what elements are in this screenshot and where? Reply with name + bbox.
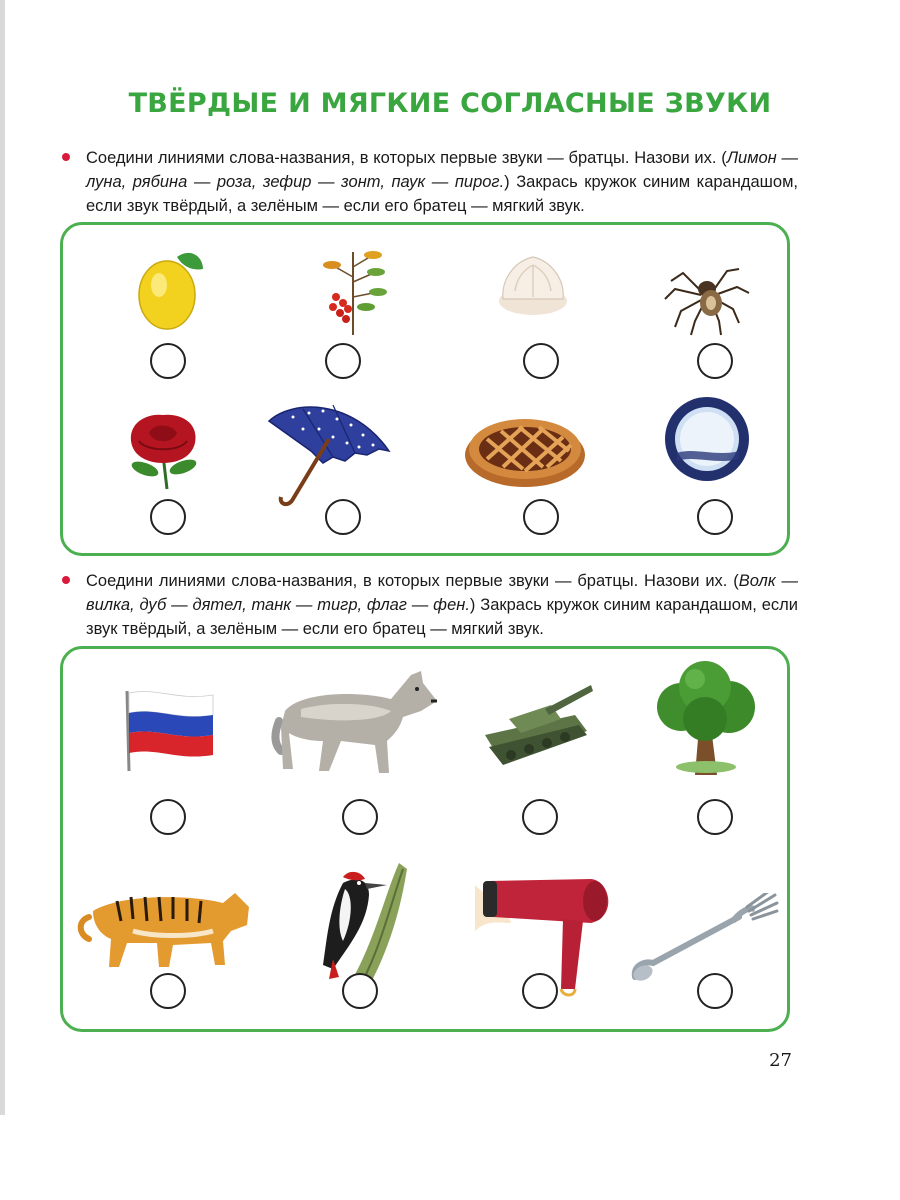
moon-icon [663, 395, 751, 483]
picture-frame-2 [60, 646, 790, 1032]
page-number: 27 [769, 1050, 792, 1071]
answer-circle[interactable] [342, 799, 378, 835]
answer-circle[interactable] [522, 799, 558, 835]
task-bullet [62, 153, 70, 161]
task-1-part-2: ) Закрась кружок синим карандашом, если звук твёрдый, а зелёным — если его братец — мягкий звук. [86, 173, 798, 215]
oak-tree-icon [651, 657, 761, 781]
umbrella-icon [263, 399, 393, 515]
answer-circle[interactable] [342, 973, 378, 1009]
page-title: ТВЁРДЫЕ И МЯГКИЕ СОГЛАСНЫЕ ЗВУКИ [128, 88, 772, 119]
task-2-examples: Волк — вилка, дуб — дятел, танк — тигр, флаг — фен. [86, 572, 798, 614]
answer-circle[interactable] [325, 499, 361, 535]
answer-circle[interactable] [325, 343, 361, 379]
answer-circle[interactable] [522, 973, 558, 1009]
spider-icon [661, 251, 751, 337]
task-1-text [86, 146, 798, 218]
task-1-examples: Лимон — луна, рябина — роза, зефир — зонт, паук — пирог. [86, 149, 799, 191]
rose-icon [123, 411, 205, 491]
lemon-icon [133, 247, 213, 331]
task-1-part-1: Соедини линиями слова-названия, в которых первые звуки — братцы. Назови их. ( [86, 149, 727, 167]
wolf-icon [271, 661, 441, 781]
flag-icon [117, 687, 217, 773]
picture-frame-1 [60, 222, 790, 556]
answer-circle[interactable] [697, 343, 733, 379]
answer-circle[interactable] [523, 343, 559, 379]
answer-circle[interactable] [150, 499, 186, 535]
answer-circle[interactable] [150, 973, 186, 1009]
page-margin-line [0, 0, 5, 1115]
answer-circle[interactable] [523, 499, 559, 535]
task-2-part-1: Соедини линиями слова-названия, в которых первые звуки — братцы. Назови их. ( [86, 572, 739, 590]
task-2-text [86, 569, 798, 641]
pie-icon [463, 405, 587, 491]
answer-circle[interactable] [697, 973, 733, 1009]
task-bullet [62, 576, 70, 584]
task-2-part-2: ) Закрась кружок синим карандашом, если звук твёрдый, а зелёным — если его братец — мягкий звук. [86, 596, 798, 638]
answer-circle[interactable] [150, 799, 186, 835]
tank-icon [475, 675, 595, 775]
rowan-icon [318, 247, 388, 339]
tiger-icon [73, 881, 253, 971]
answer-circle[interactable] [697, 499, 733, 535]
answer-circle[interactable] [150, 343, 186, 379]
answer-circle[interactable] [697, 799, 733, 835]
marshmallow-icon [493, 251, 573, 319]
fork-icon [629, 893, 779, 989]
